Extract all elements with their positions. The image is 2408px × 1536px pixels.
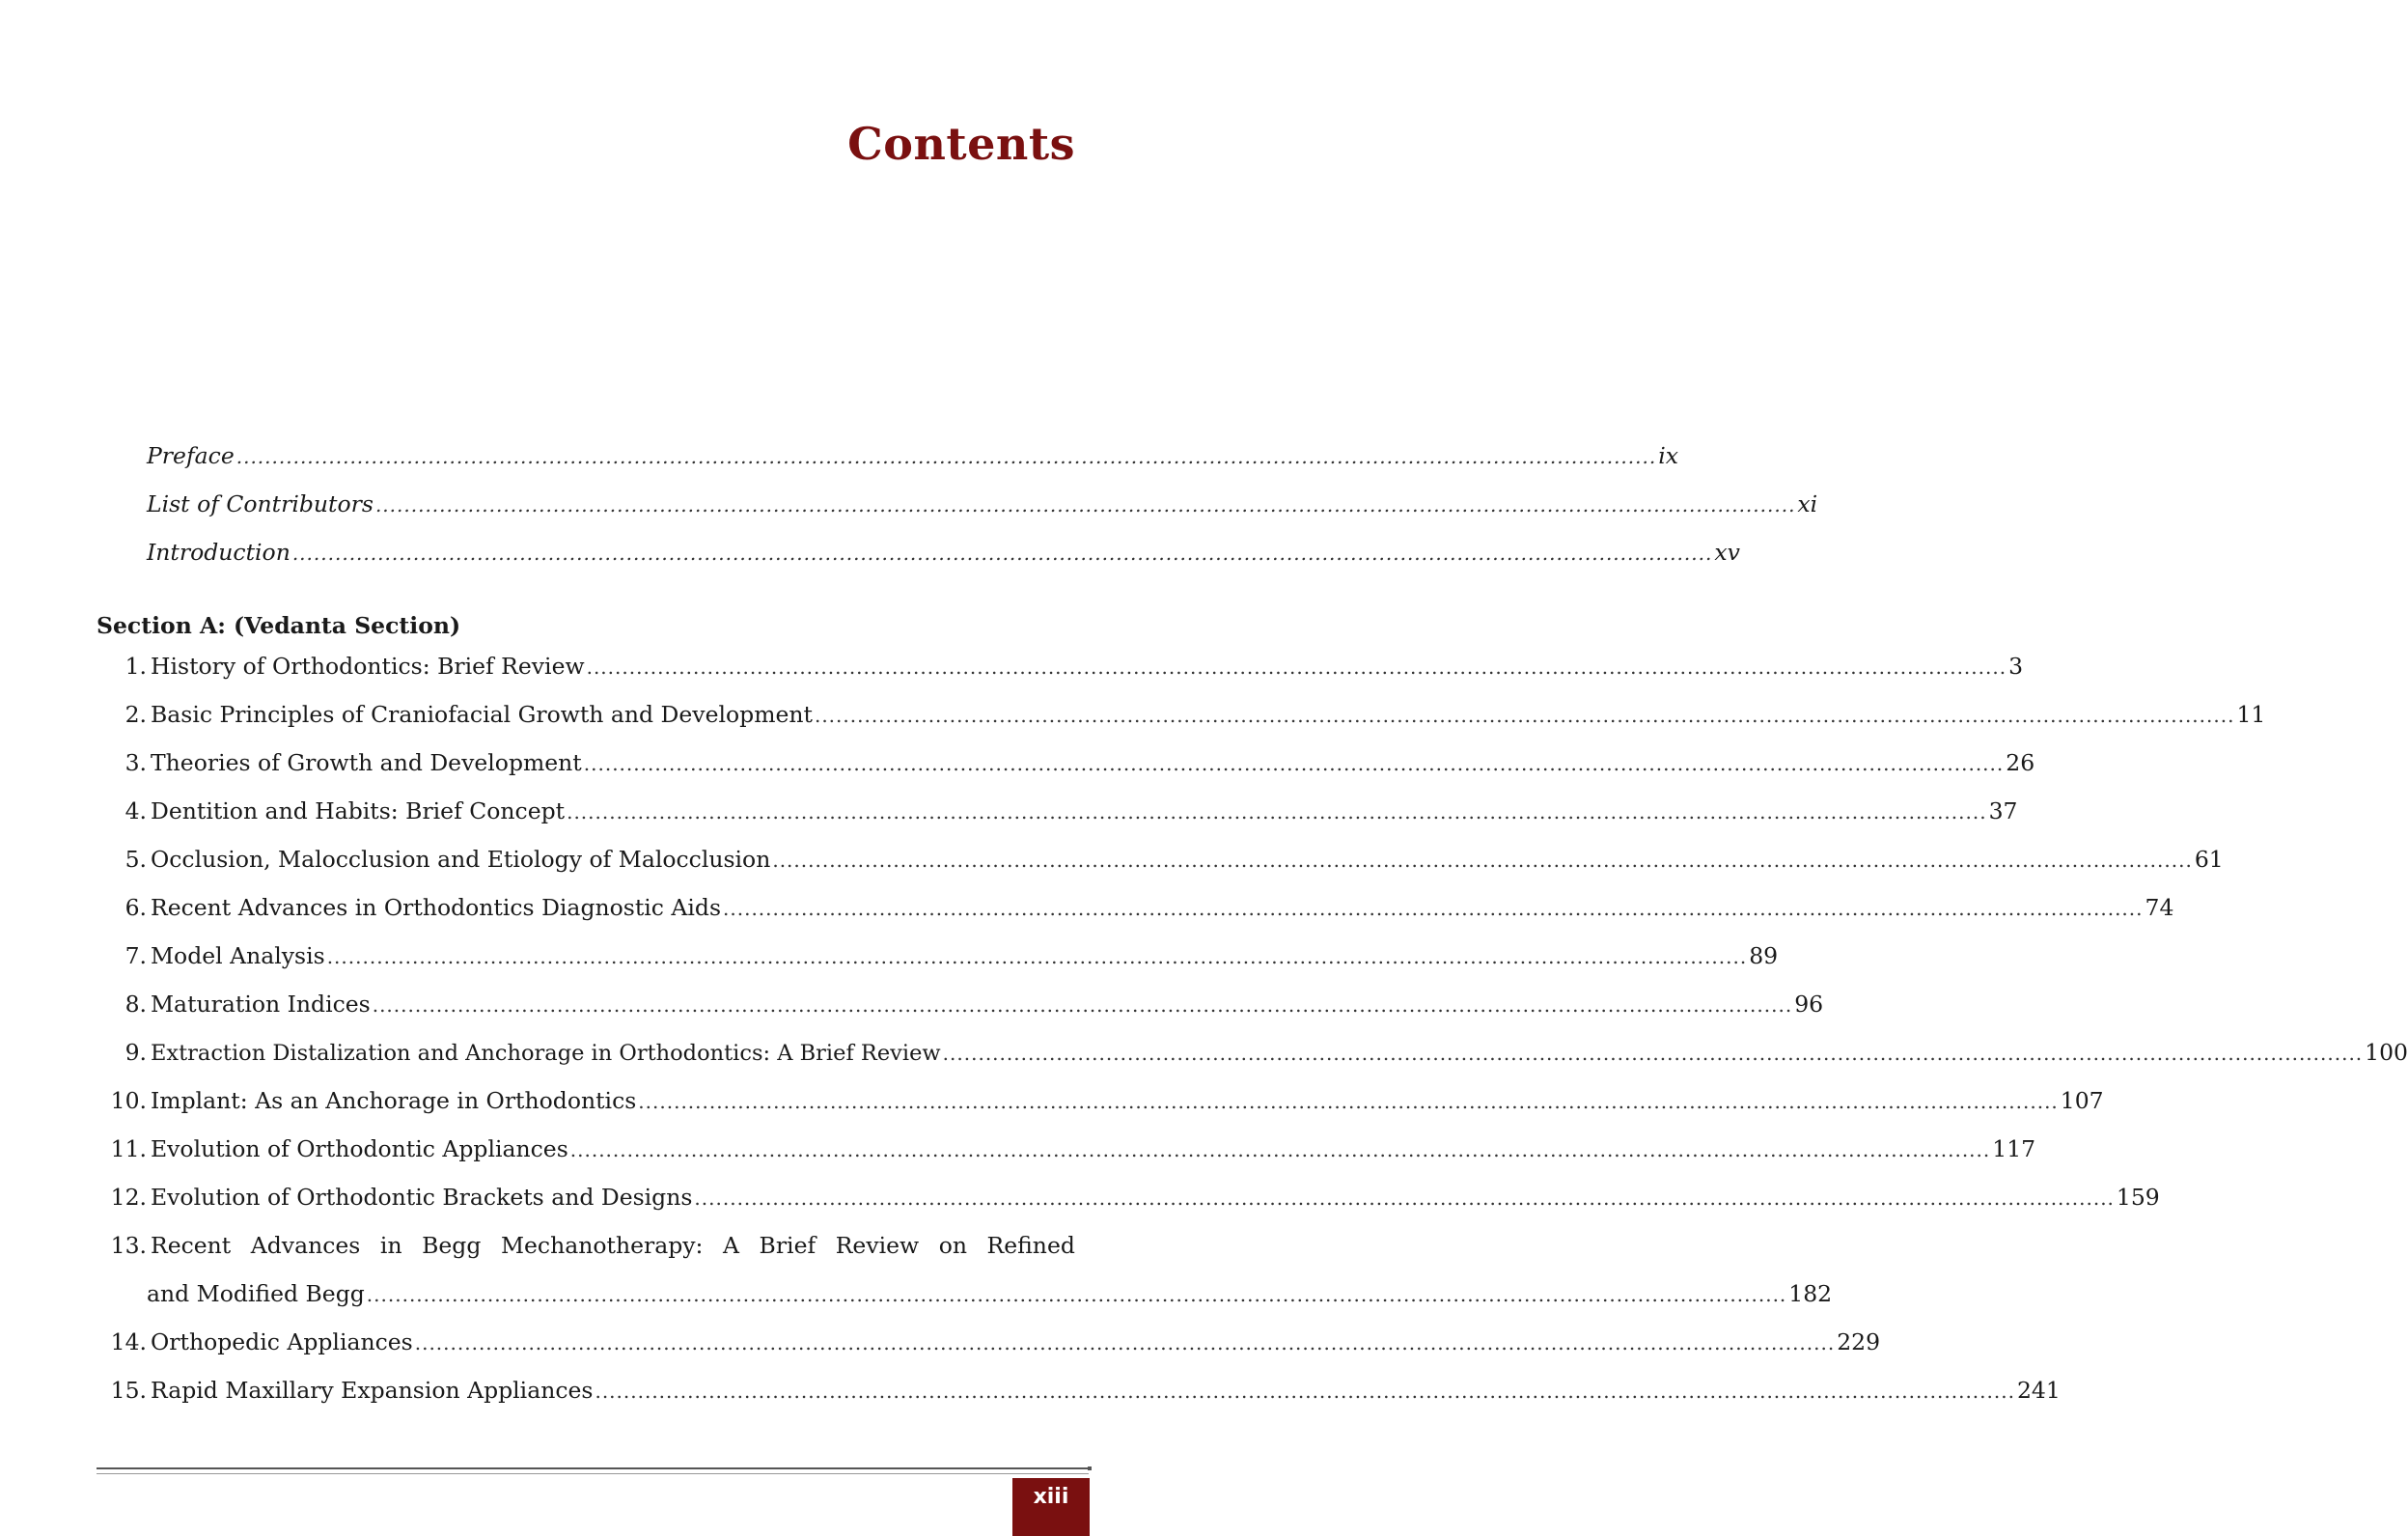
dot-leader: ........................................................................................................................................................................................................	[586, 656, 2007, 679]
chapter-title: Rapid Maxillary Expansion Appliances	[151, 1377, 594, 1404]
chapter-number: 10.	[110, 1087, 147, 1114]
toc-chapter-15[interactable]	[97, 1375, 2061, 1407]
toc-chapter-11[interactable]	[97, 1133, 2036, 1165]
dot-leader: ........................................................................................................................................................................................................	[583, 752, 2005, 775]
dot-leader: ........................................................................................................................................................................................................	[694, 1187, 2115, 1210]
chapter-page: 74	[2145, 894, 2174, 921]
toc-chapter-5[interactable]	[97, 844, 2224, 876]
chapter-page: 117	[1992, 1135, 2036, 1162]
chapter-page: 182	[1788, 1280, 1833, 1307]
chapter-number: 13.	[110, 1232, 147, 1259]
dot-leader: ........................................................................................................................................................................................................	[942, 1042, 2364, 1065]
chapter-page: 241	[2016, 1377, 2061, 1404]
chapter-title: History of Orthodontics: Brief Review	[151, 653, 585, 680]
chapter-number: 1.	[125, 653, 147, 680]
chapter-title: Evolution of Orthodontic Appliances	[151, 1135, 568, 1162]
toc-chapter-7[interactable]	[97, 940, 1779, 972]
chapter-title: Dentition and Habits: Brief Concept	[151, 797, 566, 824]
chapter-title-word: Review	[835, 1232, 920, 1259]
chapter-title-word: Recent	[151, 1232, 232, 1259]
chapter-page: 159	[2116, 1184, 2160, 1211]
dot-leader: ........................................................................................................................................................................................................	[638, 1090, 2059, 1113]
toc-entry-page: xv	[1714, 539, 1740, 566]
chapter-title-word: Begg	[422, 1232, 482, 1259]
chapter-title: Basic Principles of Craniofacial Growth and Development	[151, 701, 813, 728]
chapter-page: 96	[1794, 991, 1824, 1018]
chapter-title-word: A	[723, 1232, 739, 1259]
section-heading: Section A: (Vedanta Section)	[97, 612, 461, 639]
page-number-badge: xiii	[1012, 1478, 1090, 1536]
toc-entry-page: xi	[1797, 490, 1818, 517]
chapter-title-word: Mechanotherapy:	[500, 1232, 704, 1259]
toc-entry-introduction[interactable]	[147, 537, 1740, 569]
chapter-title: Extraction Distalization and Anchorage in Orthodontics: A Brief Review	[151, 1041, 941, 1066]
chapter-page: 3	[2008, 653, 2024, 680]
chapter-number: 3.	[125, 749, 147, 776]
chapter-number: 11.	[110, 1135, 147, 1162]
chapter-title-word: Brief	[759, 1232, 817, 1259]
toc-chapter-8[interactable]	[97, 989, 1824, 1020]
dot-leader: ........................................................................................................................................................................................................	[567, 800, 1987, 824]
toc-entry-page: ix	[1658, 442, 1678, 469]
chapter-number: 8.	[125, 991, 147, 1018]
chapter-number: 7.	[125, 942, 147, 969]
chapter-number: 14.	[110, 1328, 147, 1355]
chapter-title-line1	[151, 1230, 1075, 1261]
dot-leader: ........................................................................................................................................................................................................	[723, 897, 2144, 920]
dot-leader: ........................................................................................................................................................................................................	[814, 704, 2235, 727]
toc-chapter-9[interactable]	[97, 1037, 2408, 1069]
dot-leader: ........................................................................................................................................................................................................	[595, 1380, 2015, 1403]
chapter-title: Evolution of Orthodontic Brackets and Designs	[151, 1184, 693, 1211]
toc-chapter-14[interactable]	[97, 1327, 1881, 1358]
chapter-title-word: in	[379, 1232, 402, 1259]
chapter-number: 9.	[125, 1039, 147, 1066]
chapter-title-word: on	[938, 1232, 967, 1259]
chapter-page: 100	[2365, 1039, 2408, 1066]
chapter-page: 26	[2006, 749, 2035, 776]
toc-chapter-13-line2[interactable]	[147, 1278, 1833, 1310]
chapter-page: 89	[1749, 942, 1779, 969]
chapter-title-word: Advances	[250, 1232, 361, 1259]
toc-chapter-6[interactable]	[97, 892, 2174, 924]
toc-chapter-4[interactable]	[97, 796, 2018, 827]
toc-entry-preface[interactable]	[147, 440, 1678, 472]
chapter-title: Implant: As an Anchorage in Orthodontics	[151, 1087, 637, 1114]
dot-leader: ........................................................................................................................................................................................................	[772, 849, 2193, 872]
chapter-title: Theories of Growth and Development	[151, 749, 582, 776]
chapter-title: Maturation Indices	[151, 991, 371, 1018]
chapter-title-line2: and Modified Begg	[147, 1280, 365, 1307]
chapter-number: 4.	[125, 797, 147, 824]
chapter-number: 12.	[110, 1184, 147, 1211]
footer-rule	[97, 1467, 1089, 1474]
chapter-title: Occlusion, Malocclusion and Etiology of Malocclusion	[151, 846, 771, 873]
chapter-number: 2.	[125, 701, 147, 728]
chapter-title: Model Analysis	[151, 942, 325, 969]
chapter-title: Orthopedic Appliances	[151, 1328, 413, 1355]
toc-chapter-1[interactable]	[97, 651, 2024, 683]
dot-leader: ........................................................................................................................................................................................................	[374, 493, 1796, 517]
chapter-page: 11	[2236, 701, 2266, 728]
chapter-number: 5.	[125, 846, 147, 873]
dot-leader: ........................................................................................................................................................................................................	[372, 993, 1793, 1017]
chapter-title: Recent Advances in Orthodontics Diagnostic Aids	[151, 894, 722, 921]
toc-chapter-12[interactable]	[97, 1182, 2160, 1214]
dot-leader: ........................................................................................................................................................................................................	[414, 1331, 1836, 1354]
toc-chapter-2[interactable]	[97, 699, 2266, 731]
page-title: Contents	[847, 118, 1075, 170]
dot-leader: ........................................................................................................................................................................................................	[326, 945, 1748, 968]
chapter-page: 229	[1837, 1328, 1881, 1355]
toc-chapter-3[interactable]	[97, 747, 2035, 779]
toc-entry-list-of-contributors[interactable]	[147, 489, 1818, 520]
toc-entry-label: Introduction	[147, 539, 291, 566]
chapter-page: 107	[2060, 1087, 2104, 1114]
dot-leader: ........................................................................................................................................................................................................	[569, 1138, 1991, 1161]
chapter-title-word: Refined	[986, 1232, 1075, 1259]
dot-leader: ........................................................................................................................................................................................................	[235, 445, 1657, 468]
toc-chapter-10[interactable]	[97, 1085, 2104, 1117]
toc-entry-label: Preface	[147, 442, 235, 469]
toc-entry-label: List of Contributors	[147, 490, 374, 517]
chapter-page: 61	[2194, 846, 2224, 873]
dot-leader: ........................................................................................................................................................................................................	[366, 1283, 1787, 1306]
dot-leader: ........................................................................................................................................................................................................	[291, 542, 1713, 565]
toc-chapter-13-line1[interactable]	[97, 1230, 1075, 1261]
chapter-page: 37	[1988, 797, 2018, 824]
chapter-number: 6.	[125, 894, 147, 921]
chapter-number: 15.	[110, 1377, 147, 1404]
